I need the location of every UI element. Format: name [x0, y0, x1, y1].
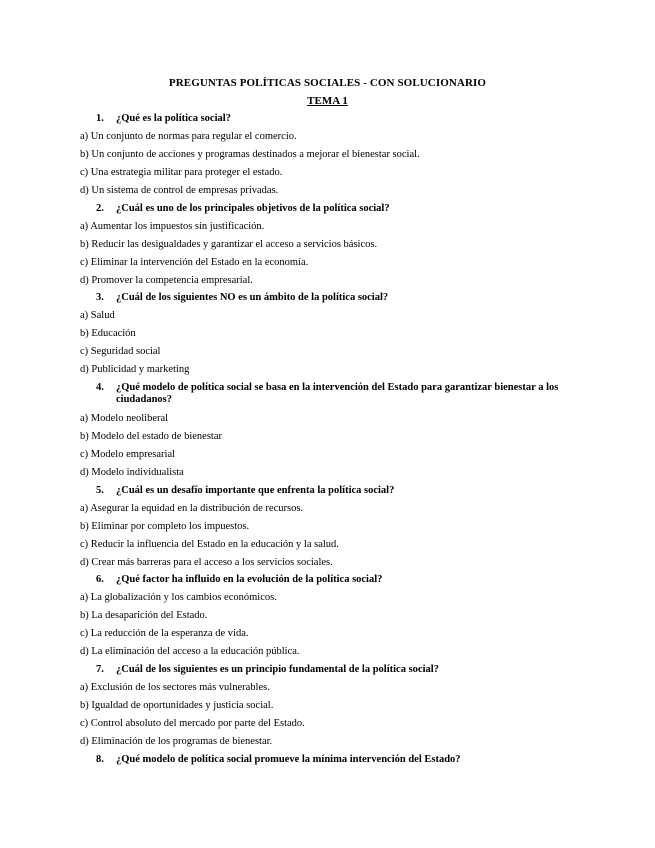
question-number: 5. — [96, 485, 104, 496]
question-2 — [96, 203, 576, 215]
question-number: 3. — [96, 292, 104, 303]
option-7d: d) Eliminación de los programas de bienestar. — [80, 736, 273, 747]
question-4 — [96, 382, 576, 406]
question-number: 8. — [96, 754, 104, 765]
question-number: 2. — [96, 203, 104, 214]
option-7c: c) Control absoluto del mercado por parte del Estado. — [80, 718, 305, 729]
question-1 — [96, 113, 576, 125]
question-5 — [96, 485, 576, 497]
option-5d: d) Crear más barreras para el acceso a los servicios sociales. — [80, 557, 333, 568]
question-text: ¿Cuál de los siguientes NO es un ámbito de la política social? — [116, 292, 389, 303]
question-number: 1. — [96, 113, 104, 124]
question-8 — [96, 754, 576, 766]
option-1c: c) Una estrategia militar para proteger el estado. — [80, 167, 283, 178]
question-text: ¿Cuál es un desafío importante que enfrenta la política social? — [116, 485, 395, 496]
question-number: 6. — [96, 574, 104, 585]
option-2a: a) Aumentar los impuestos sin justificación. — [80, 221, 265, 232]
question-text: ¿Qué modelo de política social se basa en la intervención del Estado para garantizar bienestar a los ciudadanos? — [116, 382, 559, 405]
option-2d: d) Promover la competencia empresarial. — [80, 275, 253, 286]
option-2b: b) Reducir las desigualdades y garantizar el acceso a servicios básicos. — [80, 239, 378, 250]
question-text: ¿Cuál es uno de los principales objetivos de la política social? — [116, 203, 390, 214]
question-text: ¿Qué es la política social? — [116, 113, 231, 124]
question-text: ¿Qué modelo de política social promueve la mínima intervención del Estado? — [116, 754, 461, 765]
option-7b: b) Igualdad de oportunidades y justicia social. — [80, 700, 274, 711]
question-number: 7. — [96, 664, 104, 675]
option-1d: d) Un sistema de control de empresas privadas. — [80, 185, 279, 196]
document-subtitle: TEMA 1 — [307, 95, 348, 107]
option-4c: c) Modelo empresarial — [80, 449, 176, 460]
option-4a: a) Modelo neoliberal — [80, 413, 169, 424]
option-2c: c) Eliminar la intervención del Estado en la economía. — [80, 257, 309, 268]
option-4d: d) Modelo individualista — [80, 467, 184, 478]
option-3a: a) Salud — [80, 310, 115, 321]
question-text: ¿Qué factor ha influido en la evolución de la política social? — [116, 574, 383, 585]
option-3d: d) Publicidad y marketing — [80, 364, 190, 375]
option-3c: c) Seguridad social — [80, 346, 161, 357]
option-3b: b) Educación — [80, 328, 136, 339]
option-1b: b) Un conjunto de acciones y programas destinados a mejorar el bienestar social. — [80, 149, 420, 160]
question-text: ¿Cuál de los siguientes es un principio fundamental de la política social? — [116, 664, 439, 675]
question-3 — [96, 292, 576, 304]
option-4b: b) Modelo del estado de bienestar — [80, 431, 222, 442]
document-title: PREGUNTAS POLÍTICAS SOCIALES - CON SOLUCIONARIO — [168, 77, 487, 89]
option-5b: b) Eliminar por completo los impuestos. — [80, 521, 250, 532]
option-5a: a) Asegurar la equidad en la distribución de recursos. — [80, 503, 304, 514]
question-number: 4. — [96, 382, 104, 393]
question-7 — [96, 664, 576, 676]
question-6 — [96, 574, 576, 586]
option-6b: b) La desaparición del Estado. — [80, 610, 208, 621]
option-6a: a) La globalización y los cambios económicos. — [80, 592, 277, 603]
option-6d: d) La eliminación del acceso a la educación pública. — [80, 646, 300, 657]
option-6c: c) La reducción de la esperanza de vida. — [80, 628, 249, 639]
option-5c: c) Reducir la influencia del Estado en la educación y la salud. — [80, 539, 339, 550]
option-1a: a) Un conjunto de normas para regular el comercio. — [80, 131, 297, 142]
option-7a: a) Exclusión de los sectores más vulnerables. — [80, 682, 270, 693]
